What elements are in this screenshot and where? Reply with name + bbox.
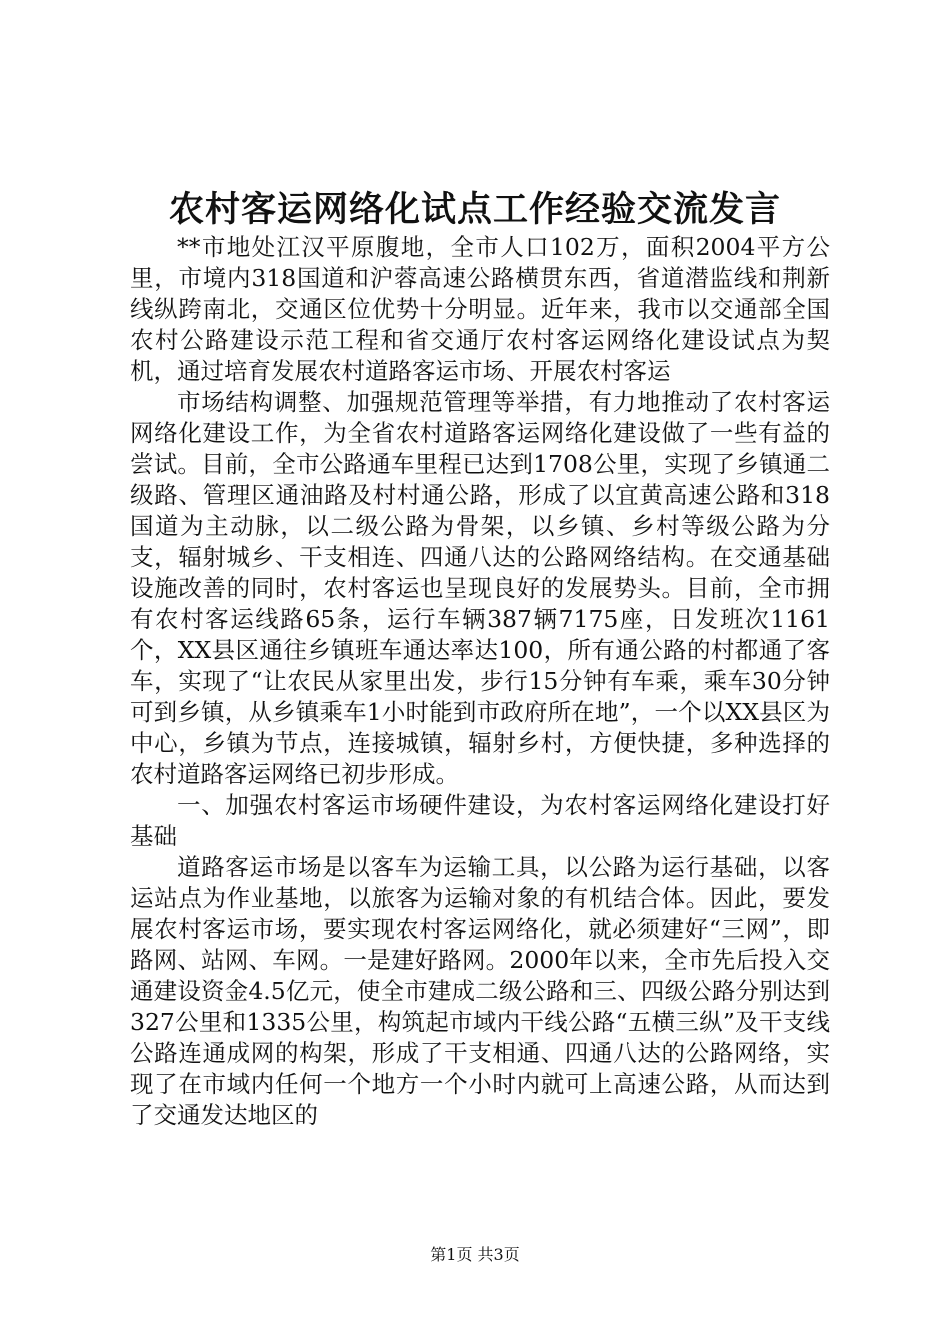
section-heading-1: 一、加强农村客运市场硬件建设，为农村客运网络化建设打好基础	[130, 791, 830, 850]
document-body	[130, 232, 830, 1131]
paragraph-intro: **市地处江汉平原腹地，全市人口102万，面积2004平方公里，市境内318国道和沪蓉高速公路横贯东西，省道潜监线和荆新线纵跨南北，交通区位优势十分明显。近年来，我市以交通部全国农村公路建设示范工程和省交通厅农村客运网络化建设试点为契机，通过培育发展农村道路客运市场、开展农村客运	[130, 233, 830, 385]
page-footer: 第1页 共3页	[430, 1245, 520, 1264]
paragraph-section-1: 道路客运市场是以客车为运输工具，以公路为运行基础，以客运站点为作业基地，以旅客为运输对象的有机结合体。因此，要发展农村客运市场，要实现农村客运网络化，就必须建好“三网”，即路网、站网、车网。一是建好路网。2000年以来，全市先后投入交通建设资金4.5亿元，使全市建成二级公路和三、四级公路分别达到327公里和1335公里，构筑起市域内干线公路“五横三纵”及干支线公路连通成网的构架，形成了干支相通、四通八达的公路网络，实现了在市域内任何一个地方一个小时内就可上高速公路，从而达到了交通发达地区的	[130, 853, 830, 1129]
document-title: 农村客运网络化试点工作经验交流发言	[168, 189, 781, 230]
paragraph-status: 市场结构调整、加强规范管理等举措，有力地推动了农村客运网络化建设工作，为全省农村道路客运网络化建设做了一些有益的尝试。目前，全市公路通车里程已达到1708公里，实现了乡镇通二级路、管理区通油路及村村通公路，形成了以宜黄高速公路和318国道为主动脉，以二级公路为骨架，以乡镇、乡村等级公路为分支，辐射城乡、干支相连、四通八达的公路网络结构。在交通基础设施改善的同时，农村客运也呈现良好的发展势头。目前，全市拥有农村客运线路65条，运行车辆387辆7175座，日发班次1161个，XX县区通往乡镇班车通达率达100，所有通公路的村都通了客车，实现了“让农民从家里出发，步行15分钟有车乘，乘车30分钟可到乡镇，从乡镇乘车1小时能到市政府所在地”，一个以XX县区为中心，乡镇为节点，连接城镇，辐射乡村，方便快捷，多种选择的农村道路客运网络已初步形成。	[130, 388, 830, 788]
